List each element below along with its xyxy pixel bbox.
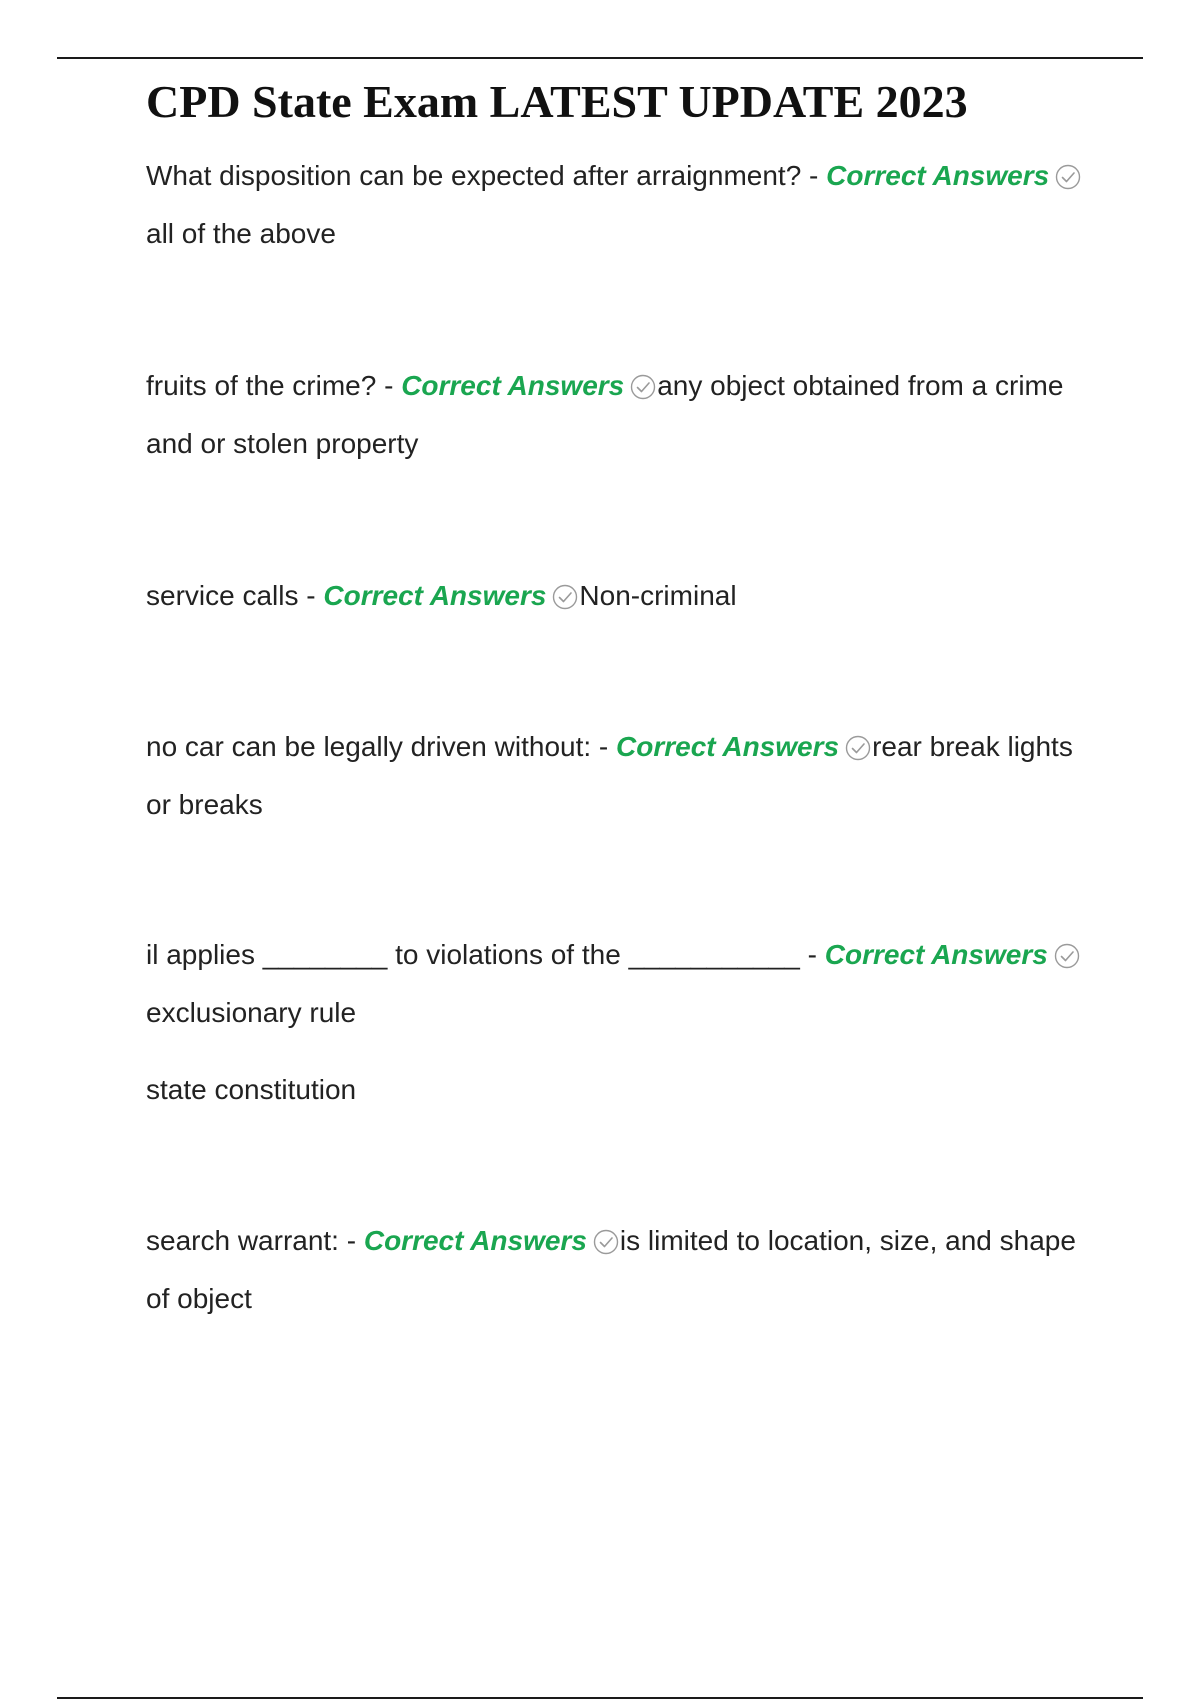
question-text: il applies ________ to violations of the ___________ - [146, 939, 825, 970]
check-circle-icon [630, 374, 656, 400]
correct-answers-label: Correct Answers [323, 580, 547, 611]
correct-answers-label: Correct Answers [826, 160, 1050, 191]
correct-answers-label: Correct Answers [401, 370, 625, 401]
check-circle-icon [593, 1229, 619, 1255]
question-text: fruits of the crime? - [146, 370, 402, 401]
answer-text: rear break lights or breaks [146, 731, 1073, 820]
answer-text: any object obtained from a crime and or stolen property [146, 370, 1064, 459]
correct-answers-label: Correct Answers [616, 731, 840, 762]
check-circle-icon [845, 735, 871, 761]
qa-item [146, 926, 1096, 1042]
check-circle-icon [1055, 164, 1081, 190]
qa-item [146, 1212, 1096, 1328]
qa-item [146, 357, 1096, 473]
check-circle-icon [552, 584, 578, 610]
qa-item [146, 567, 1096, 625]
answer-extra-text: state constitution [146, 1074, 357, 1105]
qa-item [146, 718, 1096, 834]
answer-text: Non-criminal [579, 580, 737, 611]
question-text: service calls - [146, 580, 324, 611]
question-text: search warrant: - [146, 1225, 364, 1256]
answer-text: all of the above [146, 218, 336, 249]
qa-item [146, 147, 1096, 263]
check-circle-icon [1054, 943, 1080, 969]
correct-answers-label: Correct Answers [824, 939, 1048, 970]
question-text: What disposition can be expected after arraignment? - [146, 160, 827, 191]
answer-text: is limited to location, size, and shape of object [146, 1225, 1076, 1314]
document-title: CPD State Exam LATEST UPDATE 2023 [146, 76, 968, 127]
answer-text: exclusionary rule [146, 997, 357, 1028]
top-rule [57, 57, 1143, 59]
correct-answers-label: Correct Answers [363, 1225, 587, 1256]
question-text: no car can be legally driven without: - [146, 731, 617, 762]
bottom-rule [57, 1697, 1143, 1699]
